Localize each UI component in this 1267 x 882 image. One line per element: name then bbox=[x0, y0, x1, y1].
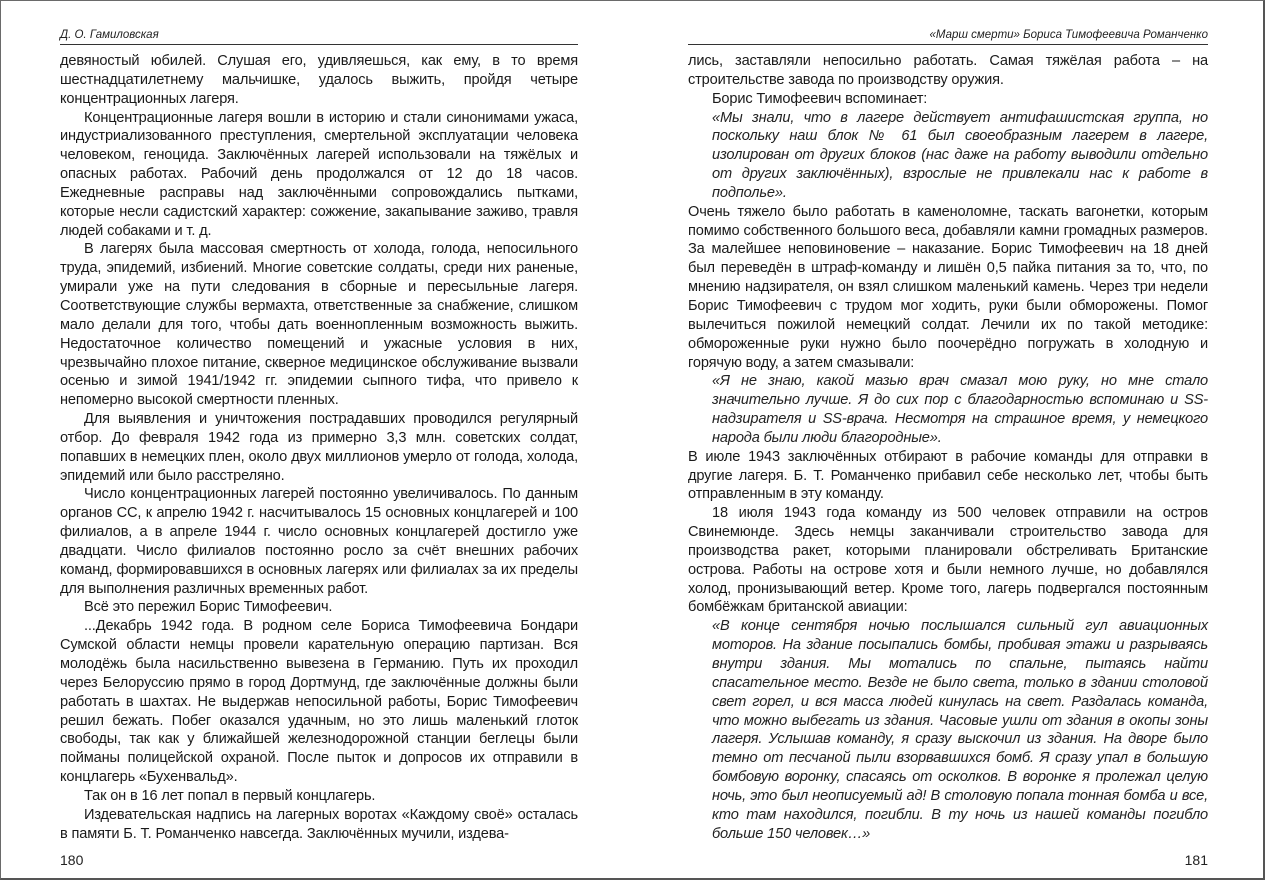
quotation: «Я не знаю, какой мазью врач смазал мою руку, но мне стало значительно лучше. Я до сих пор с благодарностью вспоминаю и SS-надзирателя и SS-врача. Несмотря на страшное время, у немецкого народа были люди благородные». bbox=[712, 373, 1208, 446]
running-head-title: «Марш смерти» Бориса Тимофеевича Романченко bbox=[688, 28, 1208, 45]
running-head-author: Д. О. Гамиловская bbox=[60, 28, 578, 45]
quotation: «В конце сентября ночью послышался сильный гул авиационных моторов. На здание посыпались бомбы, пробивая этажи и разрываясь внутри здания. Мы мотались по спальне, пытаясь найти спасательное место. Везде не было света, только в здании столовой свет горел, и вся масса людей кинулась на свет. Раздалась команда, что можно выбегать из здания. Часовые ушли от здания в окопы зоны лагеря. Услышав команду, я сразу выскочил из здания. На дворе было темно от песчаной пыли взорвавшихся бомб. Я сразу упал в большую бомбовую воронку, спасаясь от осколков. В воронке я пролежал целую ночь, это был неописуемый ад! В столовую попала тонная бомба и все, кто там находился, погибли. В ту ночь из нашей команды погибло больше 150 человек…» bbox=[712, 618, 1208, 842]
paragraph: Борис Тимофеевич вспоминает: bbox=[712, 90, 928, 107]
paragraph: Очень тяжело было работать в каменоломне, таскать вагонетки, которым помимо собственного большого веса, добавляли камни громадных размеров. За малейшее неповиновение – наказание. Борис Тимофеевич на 18 дней был переведён в штраф-команду и лишён 0,5 пайка питания за то, что, по мнению надзирателя, он взял слишком маленький камень. Через три недели Борис Тимофеевич с трудом мог ходить, руки были обморожены. Помог вылечиться пожилой немецкий солдат. Лечили их по такой методике: обмороженные руки нужно было поочерёдно погружать в холодную и горячую воду, а затем смазывали: bbox=[688, 203, 1208, 371]
left-page-body bbox=[60, 52, 578, 843]
page-number: 180 bbox=[60, 852, 84, 868]
paragraph: В июле 1943 заключённых отбирают в рабочие команды для отправки в другие лагеря. Б. Т. Романченко прибавил себе несколько лет, чтобы быть отправленным в эту команду. bbox=[688, 448, 1208, 503]
paragraph: Концентрационные лагеря вошли в историю и стали синонимами ужаса, индустриализованного преступления, смертельной эксплуатации человека человеком, геноцида. Заключённых лагерей использовали на тяжёлых и опасных работах. Рабочий день продолжался от 12 до 18 часов. Ежедневные расправы над заключёнными сопровождались пытками, которые несли садистский характер: сожжение, закапывание заживо, травля людей собаками и т. д. bbox=[60, 109, 578, 239]
paragraph: Издевательская надпись на лагерных воротах «Каждому своё» осталась в памяти Б. Т. Романченко навсегда. Заключённых мучили, издева- bbox=[60, 806, 578, 842]
paragraph: ...Декабрь 1942 года. В родном селе Бориса Тимофеевича Бондари Сумской области немцы провели карательную операцию партизан. Вся молодёжь была насильственно вывезена в Германию. Путь их проходил через Белоруссию прямо в город Дортмунд, где заключённые должны были работать в шахтах. Не выдержав непосильной работы, Борис Тимофеевич решил бежать. Побег оказался удачным, но это лишь маленький глоток свободы, так как у ближайшей железнодорожной станции беглецы были пойманы полицейской охраной. После пыток и допросов их отправили в концлагерь «Бухенвальд». bbox=[60, 618, 578, 786]
paragraph: девяностый юбилей. Слушая его, удивляешься, как ему, в то время шестнадцатилетнему мальчишке, удалось выжить, пройдя четыре концентрационных лагеря. bbox=[60, 53, 578, 107]
paragraph: Число концентрационных лагерей постоянно увеличивалось. По данным органов СС, к апрелю 1942 г. насчитывалось 15 основных концлагерей и 100 филиалов, а в апреле 1944 г. число основных концлагерей достигло уже двадцати. Число филиалов постоянно росло за счёт внешних рабочих команд, формировавшихся в основных лагерях или филиалах за их пределы для выполнения различных временных работ. bbox=[60, 486, 578, 597]
paragraph: Всё это пережил Борис Тимофеевич. bbox=[84, 599, 333, 616]
paragraph: лись, заставляли непосильно работать. Самая тяжёлая работа – на строительстве завода по производству оружия. bbox=[688, 53, 1208, 88]
right-page bbox=[688, 0, 1208, 882]
paragraph: Так он в 16 лет попал в первый концлагерь. bbox=[84, 787, 376, 804]
page-number: 181 bbox=[1184, 852, 1208, 868]
paragraph: Для выявления и уничтожения пострадавших проводился регулярный отбор. До февраля 1942 года из примерно 3,3 млн. советских солдат, попавших в немецких плен, около двух миллионов умерло от голода, холода, эпидемий или было расстреляно. bbox=[60, 411, 578, 484]
left-page bbox=[60, 0, 578, 882]
right-page-body bbox=[688, 52, 1208, 843]
paragraph: 18 июля 1943 года команду из 500 человек отправили на остров Свинемюнде. Здесь немцы заканчивали строительство завода для производства ракет, которыми планировали обстреливать Британские острова. Работы на острове хотя и были немного лучше, но добавлялся холод, пронизывающий ветер. Кроме того, лагерь подвергался постоянным бомбёжкам британской авиации: bbox=[688, 505, 1208, 616]
quotation: «Мы знали, что в лагере действует антифашистская группа, но поскольку наш блок № 61 был своеобразным лагерем в лагере, изолирован от других блоков (нас даже на работу выводили отдельно от других заключённых), взрослые не привлекали нас к работе в подполье». bbox=[712, 109, 1208, 201]
paragraph: В лагерях была массовая смертность от холода, голода, непосильного труда, эпидемий, избиений. Многие советские солдаты, среди них раненые, умирали уже на пути следования в сборные и пересыльные лагеря. Соответствующие службы вермахта, ответственные за снабжение, слишком мало делали для того, чтобы дать военнопленным возможность выжить. Недостаточное количество помещений и ужасные условия в них, чрезвычайно плохое питание, скверное медицинское обслуживание вызвали осенью и зимой 1941/1942 гг. эпидемии сыпного тифа, что привело к непомерно высокой смертности пленных. bbox=[60, 241, 578, 409]
